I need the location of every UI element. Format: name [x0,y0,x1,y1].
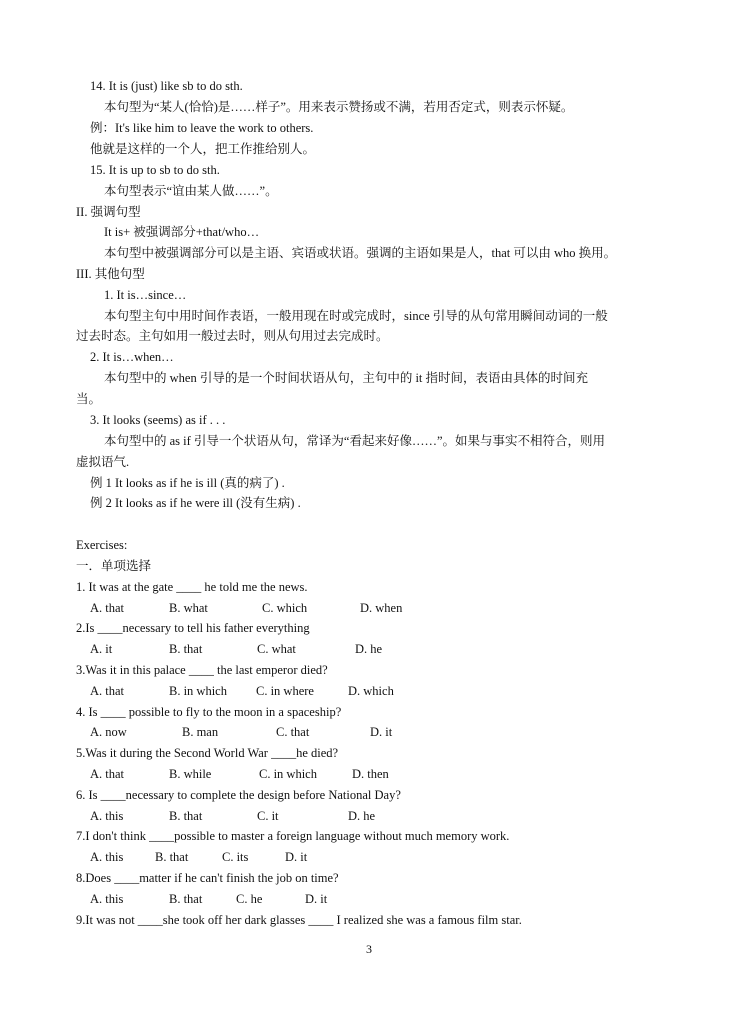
emphasis-pattern: It is+ 被强调部分+that/who… [104,225,260,239]
option-a: A. now [90,725,127,739]
option-c: C. which [262,601,308,615]
emphasis-heading: II. 强调句型 [76,205,141,219]
option-a: A. it [90,642,113,656]
option-c: C. that [276,725,310,739]
option-c: C. he [236,892,263,906]
option-d: D. he [348,809,376,823]
other-item3-description-line2: 虚拟语气. [76,455,130,469]
exercises-section-heading: 一．单项选择 [76,559,152,573]
option-c: C. in which [259,767,317,781]
other-example-1: 例 1 It looks as if he is ill (真的病了) . [90,476,285,490]
option-d: D. it [370,725,393,739]
item14-translation: 他就是这样的一个人，把工作推给别人。 [90,142,316,156]
option-a: A. this [90,850,124,864]
question-stem: 6. Is ____necessary to complete the design before National Day? [76,788,401,802]
other-item2-title: 2. It is…when… [90,350,174,364]
other-item2-description-line1: 本句型中的 when 引导的是一个时间状语从句，主句中的 it 指时间，表语由具体的时间充 [104,371,589,385]
other-example-2: 例 2 It looks as if he were ill (没有生病) . [90,496,301,510]
option-b: B. what [169,601,208,615]
option-d: D. which [348,684,394,698]
item14-example: 例：It's like him to leave the work to others. [90,121,314,135]
other-item1-title: 1. It is…since… [104,288,187,302]
option-d: D. it [305,892,328,906]
question-stem: 2.Is ____necessary to tell his father everything [76,621,310,635]
other-item1-description-line2: 过去时态。主句如用一般过去时，则从句用过去完成时。 [76,329,389,343]
option-b: B. that [169,642,203,656]
item15-title: 15. It is up to sb to do sth. [90,163,220,177]
exercises-label: Exercises: [76,538,128,552]
option-c: C. it [257,809,279,823]
option-a: A. that [90,684,125,698]
option-b: B. while [169,767,212,781]
item15-description: 本句型表示“谊由某人做……”。 [104,184,278,198]
option-d: D. then [352,767,389,781]
question-stem: 1. It was at the gate ____ he told me the news. [76,580,308,594]
option-b: B. in which [169,684,227,698]
question-stem: 9.It was not ____she took off her dark glasses ____ I realized she was a famous film star. [76,913,522,927]
item14-title: 14. It is (just) like sb to do sth. [90,79,243,93]
option-c: C. in where [256,684,314,698]
option-a: A. that [90,767,125,781]
option-b: B. that [169,809,203,823]
option-b: B. that [169,892,203,906]
other-item3-description-line1: 本句型中的 as if 引导一个状语从句，常译为“看起来好像……”。如果与事实不相符合，则用 [104,434,606,448]
emphasis-description: 本句型中被强调部分可以是主语、宾语或状语。强调的主语如果是人，that 可以由 who 换用。 [104,246,617,260]
other-item2-description-line2: 当。 [76,392,102,406]
question-stem: 7.I don't think ____possible to master a foreign language without much memory work. [76,829,510,843]
option-d: D. he [355,642,383,656]
item14-description: 本句型为“某人(恰恰)是……样子”。用来表示赞扬或不满，若用否定式，则表示怀疑。 [104,100,574,114]
question-stem: 8.Does ____matter if he can't finish the job on time? [76,871,339,885]
option-d: D. when [360,601,403,615]
option-d: D. it [285,850,308,864]
other-item1-description-line1: 本句型主句中用时间作表语，一般用现在时或完成时，since 引导的从句常用瞬间动词的一般 [104,309,608,323]
question-stem: 5.Was it during the Second World War ____he died? [76,746,339,760]
option-a: A. this [90,809,124,823]
option-a: A. this [90,892,124,906]
option-a: A. that [90,601,125,615]
question-stem: 3.Was it in this palace ____ the last emperor died? [76,663,328,677]
other-heading: III. 其他句型 [76,267,145,281]
question-stem: 4. Is ____ possible to fly to the moon in a spaceship? [76,705,342,719]
option-c: C. its [222,850,249,864]
other-item3-title: 3. It looks (seems) as if . . . [90,413,226,427]
option-c: C. what [257,642,296,656]
option-b: B. that [155,850,189,864]
option-b: B. man [182,725,219,739]
page-number: 3 [366,942,372,956]
